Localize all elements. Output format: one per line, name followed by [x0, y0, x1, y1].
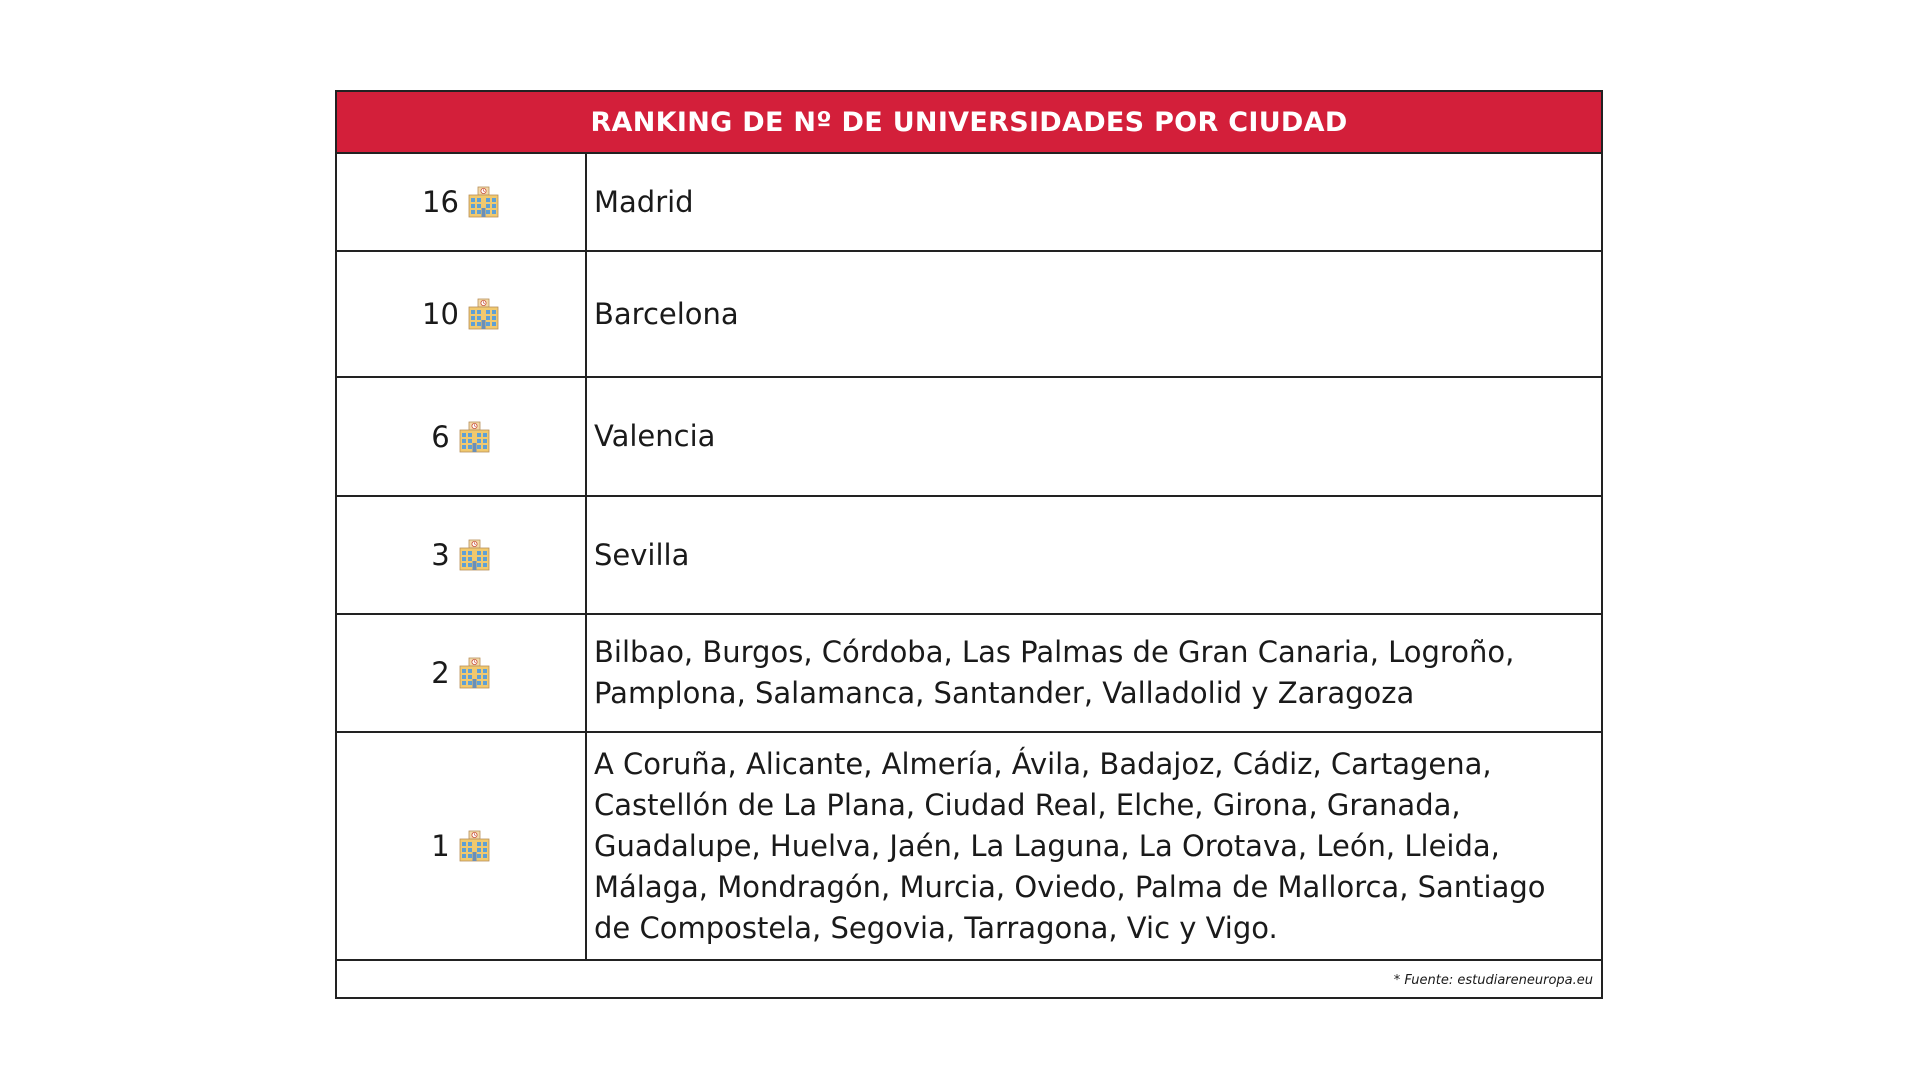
- count-cell: [337, 154, 587, 250]
- university-building-icon: [458, 657, 491, 689]
- count-cell: [337, 615, 587, 731]
- university-building-icon: [467, 298, 500, 330]
- university-count: 1: [431, 829, 450, 863]
- table-title: RANKING DE Nº DE UNIVERSIDADES POR CIUDAD: [337, 92, 1601, 154]
- university-count: 2: [431, 656, 450, 690]
- university-building-icon: [458, 830, 491, 862]
- cities-cell: Madrid: [594, 184, 694, 219]
- university-building-icon: [467, 186, 500, 218]
- table-row: [337, 497, 1601, 615]
- cities-cell: A Coruña, Alicante, Almería, Ávila, Badajoz, Cádiz, Cartagena, Castellón de La Plana, Ciudad Real, Elche, Girona, Granada, Guadalupe, Huelva, Jaén, La Laguna, La Orotava, León, Lleida, Málaga, Mondragón, Murcia, Oviedo, Palma de Mallorca, Santiago de Compostela, Segovia, Tarragona, Vic y Vigo.: [594, 746, 1546, 945]
- ranking-table: [335, 90, 1603, 999]
- cities-cell: Bilbao, Burgos, Córdoba, Las Palmas de Gran Canaria, Logroño, Pamplona, Salamanca, Santander, Valladolid y Zaragoza: [594, 635, 1515, 710]
- university-building-icon: [458, 539, 491, 571]
- university-count: 16: [422, 185, 459, 219]
- table-row: [337, 154, 1601, 252]
- count-cell: [337, 378, 587, 495]
- university-building-icon: [458, 421, 491, 453]
- source-footnote: * Fuente: estudiareneuropa.eu: [1393, 972, 1593, 988]
- cities-cell: Valencia: [594, 419, 716, 453]
- count-cell: [337, 252, 587, 376]
- table-row: [337, 252, 1601, 378]
- cities-cell: Sevilla: [594, 537, 690, 572]
- cities-cell: Barcelona: [594, 296, 739, 331]
- count-cell: [337, 497, 587, 613]
- table-row: [337, 733, 1601, 961]
- university-count: 3: [431, 538, 450, 572]
- table-row: [337, 378, 1601, 497]
- university-count: 10: [422, 297, 459, 331]
- count-cell: [337, 733, 587, 959]
- table-row: [337, 615, 1601, 733]
- university-count: 6: [431, 419, 450, 454]
